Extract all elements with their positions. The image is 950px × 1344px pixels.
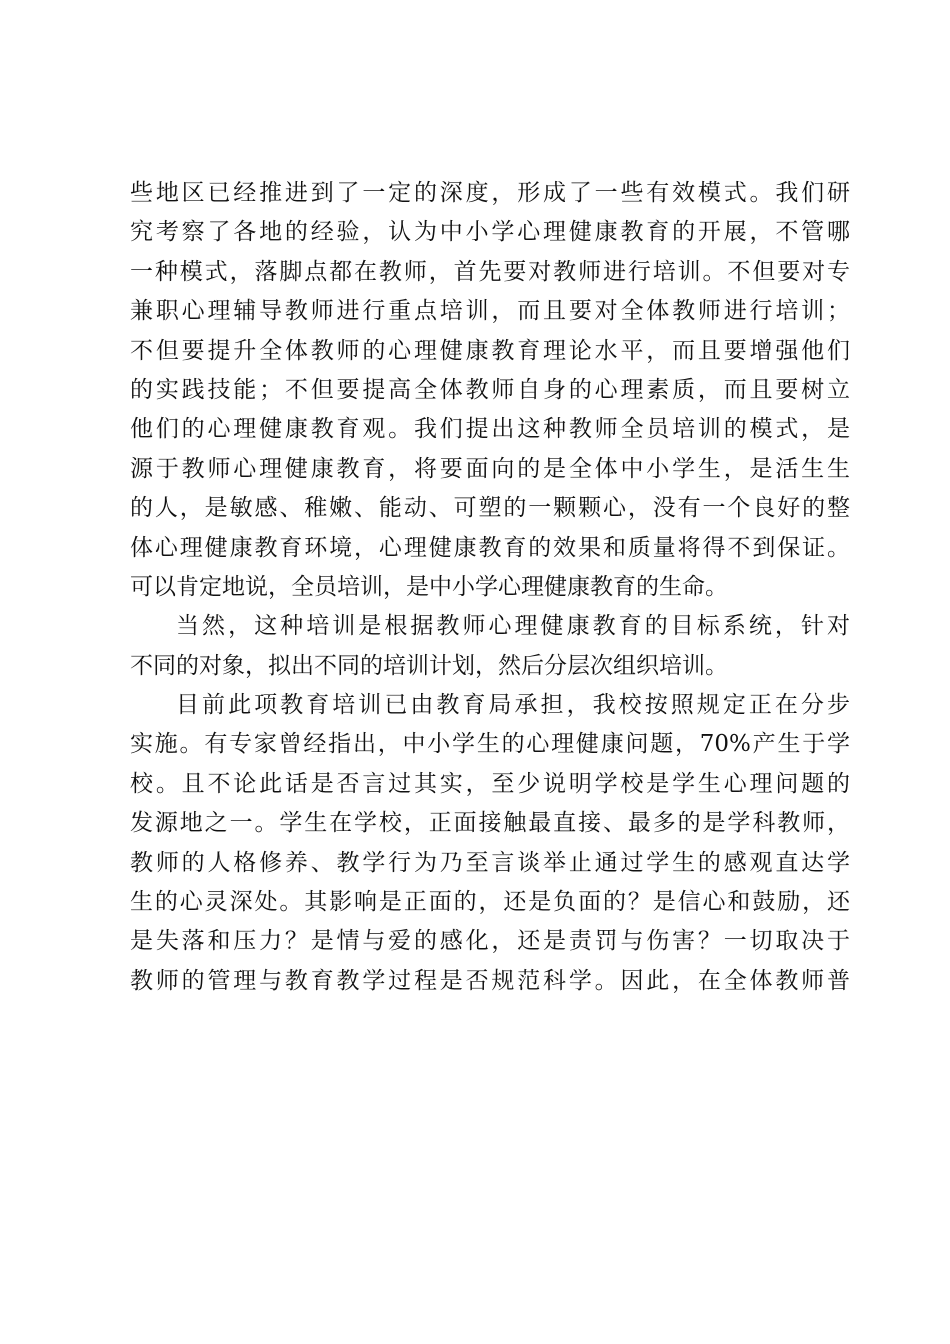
text-line: 实施。有专家曾经指出，中小学生的心理健康问题，70%产生于学: [130, 731, 850, 758]
text-line: 教师的人格修养、教学行为乃至言谈举止通过学生的感观直达学: [130, 849, 850, 876]
text-line: 是失落和压力？是情与爱的感化，还是责罚与伤害？一切取决于: [130, 928, 850, 955]
text-line: 可以肯定地说，全员培训，是中小学心理健康教育的生命。: [130, 573, 728, 600]
text-line: 当然，这种培训是根据教师心理健康教育的目标系统，针对: [176, 613, 850, 640]
text-line: 究考察了各地的经验，认为中小学心理健康教育的开展，不管哪: [130, 219, 850, 246]
text-line: 目前此项教育培训已由教育局承担，我校按照规定正在分步: [176, 692, 850, 719]
text-line: 发源地之一。学生在学校，正面接触最直接、最多的是学科教师，: [130, 810, 850, 837]
text-line: 些地区已经推进到了一定的深度，形成了一些有效模式。我们研: [130, 180, 850, 206]
text-line: 源于教师心理健康教育，将要面向的是全体中小学生，是活生生: [130, 455, 850, 482]
text-line: 生的心灵深处。其影响是正面的，还是负面的？是信心和鼓励，还: [130, 889, 850, 916]
text-line: 他们的心理健康教育观。我们提出这种教师全员培训的模式，是: [130, 416, 850, 443]
text-line: 一种模式，落脚点都在教师，首先要对教师进行培训。不但要对专: [130, 258, 850, 285]
text-line: 的实践技能；不但要提高全体教师自身的心理素质，而且要树立: [130, 376, 850, 403]
text-line: 不但要提升全体教师的心理健康教育理论水平，而且要增强他们: [130, 337, 850, 364]
text-line: 体心理健康教育环境，心理健康教育的效果和质量将得不到保证。: [130, 534, 850, 561]
body-text: [130, 174, 850, 1001]
text-line: 兼职心理辅导教师进行重点培训，而且要对全体教师进行培训；: [130, 298, 850, 325]
text-line: 教师的管理与教育教学过程是否规范科学。因此，在全体教师普: [130, 967, 850, 994]
text-line: 不同的对象，拟出不同的培训计划，然后分层次组织培训。: [130, 652, 728, 679]
text-line: 的人，是敏感、稚嫩、能动、可塑的一颗颗心，没有一个良好的整: [130, 495, 850, 522]
text-line: 校。且不论此话是否言过其实，至少说明学校是学生心理问题的: [130, 770, 850, 797]
